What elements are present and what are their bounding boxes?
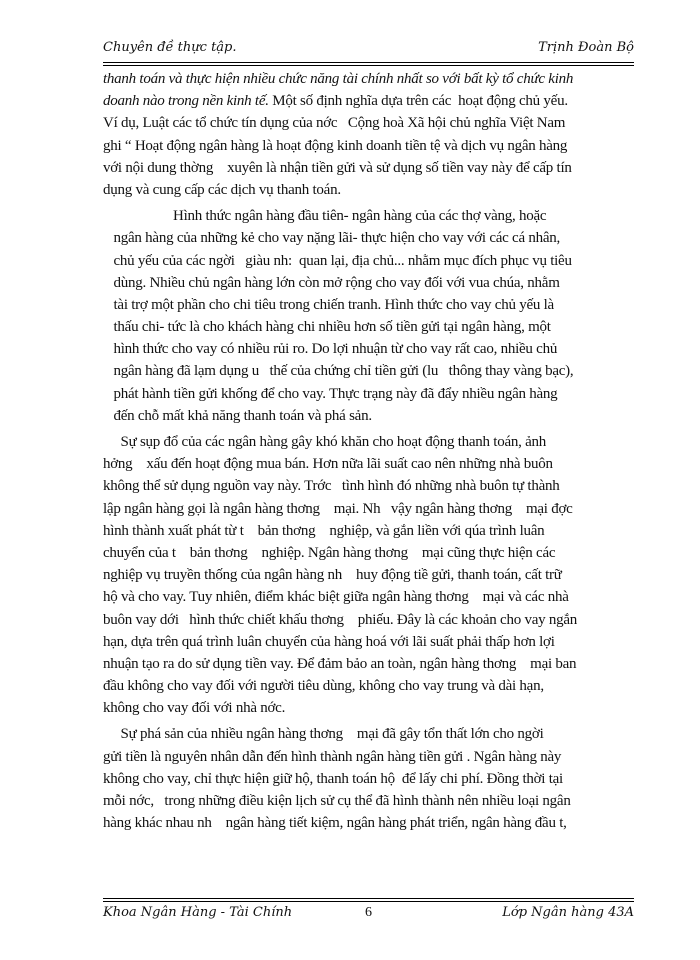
line-text: đầu không cho vay đối với người tiêu dùng, không cho vay trung và dài hạn, <box>103 678 544 695</box>
text-line <box>103 790 634 812</box>
text-line <box>103 542 634 564</box>
text-line <box>103 250 634 272</box>
line-text: hởng xấu đến hoạt động mua bán. Hơn nữa lãi suất cao nên những nhà buôn <box>103 456 553 473</box>
text-line <box>103 768 634 790</box>
line-text: hộ và cho vay. Tuy nhiên, điểm khác biệt giữa ngân hàng thơng mại và các nhà <box>103 589 569 606</box>
footer-rule-double <box>103 901 634 902</box>
text-line <box>103 723 634 745</box>
paragraph <box>103 723 634 834</box>
line-text: phát hành tiền gửi khống để cho vay. Thực trạng này đã đẩy nhiều ngân hàng <box>103 385 558 402</box>
line-text: không cho vay đối với nhà nớc. <box>103 700 286 717</box>
text-line <box>103 520 634 542</box>
line-text: ngân hàng đã lạm dụng u thế của chứng chỉ tiền gửi (lu thông thay vàng bạc), <box>103 363 574 380</box>
footer-rule <box>103 898 634 899</box>
document-body <box>103 68 634 834</box>
text-line <box>103 112 634 134</box>
text-line <box>103 383 634 405</box>
line-text: không cho vay, chỉ thực hiện giữ hộ, thanh toán hộ để lấy chi phí. Đồng thời tại <box>103 770 563 787</box>
text-line <box>103 453 634 475</box>
text-line <box>103 405 634 427</box>
italic-text: doanh nào trong nền kinh tế. <box>103 93 269 110</box>
line-text: hình thành xuất phát từ t bản thơng nghiệp, và gắn liền với qúa trình luân <box>103 522 545 539</box>
text-line <box>103 675 634 697</box>
text-line <box>103 179 634 201</box>
line-text: lập ngân hàng gọi là ngân hàng thơng mại. Nh vậy ngân hàng thơng mại đợc <box>103 500 573 517</box>
line-text: đến chỗ mất khả năng thanh toán và phá sản. <box>103 407 372 424</box>
line-text: hạn, dựa trên quá trình luân chuyển của hàng hoá với lãi suất phải thấp hơn lợi <box>103 633 555 650</box>
line-text: mỗi nớc, trong những điều kiện lịch sử cụ thể đã hình thành nên nhiều loại ngân <box>103 793 571 809</box>
text-line <box>103 157 634 179</box>
text-line <box>103 360 634 382</box>
footer-right-class: Lớp Ngân hàng 43A <box>502 905 634 920</box>
line-text: Sự sụp đổ của các ngân hàng gây khó khăn cho hoạt động thanh toán, ảnh <box>103 434 547 450</box>
header-rule-double <box>103 65 634 66</box>
line-text: chuyển của t bản thơng nghiệp. Ngân hàng thơng mại cũng thực hiện các <box>103 544 556 561</box>
line-text: hình thức cho vay có nhiều rủi ro. Do lợi nhuận từ cho vay rất cao, nhiều chủ <box>103 341 558 358</box>
text-line <box>103 68 634 90</box>
line-text: ngân hàng của những kẻ cho vay nặng lãi- thực hiện cho vay với các cá nhân, <box>103 230 561 247</box>
text-line <box>103 338 634 360</box>
text-line <box>103 746 634 768</box>
italic-text: thanh toán và thực hiện nhiều chức năng tài chính nhất so với bất kỳ tổ chức kinh <box>103 71 574 87</box>
line-text: buôn vay dới hình thức chiết khấu thơng phiếu. Đây là các khoản cho vay ngắn <box>103 611 578 628</box>
line-text: hàng khác nhau nh ngân hàng tiết kiệm, ngân hàng phát triển, ngân hàng đầu t, <box>103 815 567 832</box>
line-text: Một số định nghĩa dựa trên các hoạt động chủ yếu. <box>268 93 568 110</box>
line-text: thấu chi- tức là cho khách hàng chi nhiều hơn số tiền gửi tại ngân hàng, một <box>103 319 551 336</box>
text-line <box>103 90 634 112</box>
header-left-title: Chuyên đề thực tập. <box>103 40 237 55</box>
text-line <box>103 586 634 608</box>
line-text: gửi tiền là nguyên nhân dẫn đến hình thành ngân hàng tiền gửi . Ngân hàng này <box>103 748 562 765</box>
page-number: 6 <box>365 905 372 920</box>
line-text: dùng. Nhiều chủ ngân hàng lớn còn mở rộng cho vay đối với vua chúa, nhằm <box>103 274 560 291</box>
line-text: không thể sử dụng nguồn vay này. Trớc tình hình đó những nhà buôn tự thành <box>103 478 560 495</box>
text-line <box>103 135 634 157</box>
header-right-author: Trịnh Đoàn Bộ <box>538 40 634 55</box>
text-line <box>103 272 634 294</box>
line-text: với nội dung thờng xuyên là nhận tiền gửi và sử dụng số tiền vay này để cấp tín <box>103 159 572 176</box>
text-line <box>103 294 634 316</box>
page-header <box>103 40 634 62</box>
line-text: Hình thức ngân hàng đầu tiên- ngân hàng của các thợ vàng, hoặc <box>103 208 547 225</box>
page-footer <box>103 905 634 927</box>
line-text: Ví dụ, Luật các tổ chức tín dụng của nớc Cộng hoà Xã hội chủ nghĩa Việt Nam <box>103 115 566 132</box>
line-text: ghi “ Hoạt động ngân hàng là hoạt động kinh doanh tiền tệ và dịch vụ ngân hàng <box>103 137 568 154</box>
line-text: nghiệp vụ truyền thống của ngân hàng nh huy động tiề gửi, thanh toán, cất trữ <box>103 567 562 584</box>
text-line <box>103 812 634 834</box>
paragraph <box>103 205 634 427</box>
text-line <box>103 564 634 586</box>
text-line <box>103 227 634 249</box>
text-line <box>103 475 634 497</box>
line-text: nhuận tạo ra do sử dụng tiền vay. Để đảm bảo an toàn, ngân hàng thơng mại ban <box>103 655 577 672</box>
text-line <box>103 609 634 631</box>
text-line <box>103 697 634 719</box>
text-line <box>103 431 634 453</box>
footer-left-faculty: Khoa Ngân Hàng - Tài Chính <box>103 905 293 920</box>
paragraph <box>103 431 634 719</box>
line-text: Sự phá sản của nhiều ngân hàng thơng mại đã gây tổn thất lớn cho ngời <box>103 726 544 743</box>
line-text: chủ yếu của các ngời giàu nh: quan lại, địa chủ... nhằm mục đích phục vụ tiêu <box>103 252 572 269</box>
text-line <box>103 653 634 675</box>
text-line <box>103 205 634 227</box>
line-text: tài trợ một phần cho chi tiêu trong chiến tranh. Hình thức cho vay chủ yếu là <box>103 296 554 313</box>
text-line <box>103 316 634 338</box>
header-rule <box>103 62 634 63</box>
text-line <box>103 498 634 520</box>
line-text: dụng và cung cấp các dịch vụ thanh toán. <box>103 181 341 198</box>
text-line <box>103 631 634 653</box>
paragraph <box>103 68 634 201</box>
